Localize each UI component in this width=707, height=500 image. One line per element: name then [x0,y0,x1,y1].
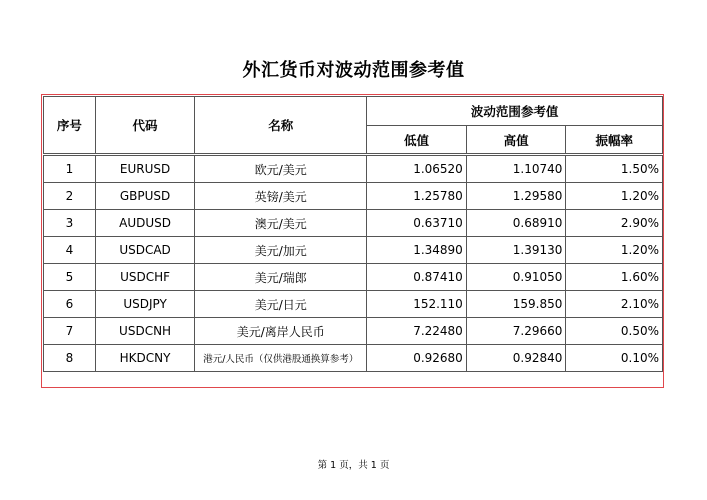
header-amplitude: 振幅率 [566,126,663,154]
cell-index: 7 [44,318,96,345]
cell-code: USDCHF [95,264,195,291]
cell-index: 5 [44,264,96,291]
header-code: 代码 [95,97,195,154]
cell-name: 美元/瑞郎 [195,264,367,291]
cell-low: 7.22480 [367,318,467,345]
page-footer: 第 1 页，共 1 页 [317,460,390,471]
cell-amplitude: 0.10% [566,345,663,372]
cell-code: USDCAD [95,237,195,264]
cell-index: 2 [44,183,96,210]
cell-index: 4 [44,237,96,264]
cell-high: 159.850 [466,291,566,318]
cell-name: 美元/日元 [195,291,367,318]
page-title: 外汇货币对波动范围参考值 [242,60,465,81]
cell-index: 6 [44,291,96,318]
table-row [44,291,663,318]
cell-index: 8 [44,345,96,372]
cell-code: USDCNH [95,318,195,345]
header-index: 序号 [44,97,96,154]
cell-name: 欧元/美元 [195,156,367,183]
table-row [44,318,663,345]
cell-amplitude: 1.60% [566,264,663,291]
cell-name: 美元/加元 [195,237,367,264]
cell-name: 港元/人民币（仅供港股通换算参考） [195,345,367,372]
table-row [44,183,663,210]
cell-code: GBPUSD [95,183,195,210]
cell-index: 1 [44,156,96,183]
table-row [44,210,663,237]
cell-name: 美元/离岸人民币 [195,318,367,345]
cell-code: USDJPY [95,291,195,318]
cell-name: 澳元/美元 [195,210,367,237]
cell-code: EURUSD [95,156,195,183]
cell-high: 0.91050 [466,264,566,291]
cell-amplitude: 1.20% [566,237,663,264]
cell-amplitude: 2.90% [566,210,663,237]
cell-low: 0.92680 [367,345,467,372]
table-row [44,237,663,264]
cell-name: 英镑/美元 [195,183,367,210]
cell-code: HKDCNY [95,345,195,372]
header-low: 低值 [367,126,467,154]
cell-low: 1.34890 [367,237,467,264]
header-range: 波动范围参考值 [367,97,663,126]
table-row [44,345,663,372]
cell-code: AUDUSD [95,210,195,237]
rate-table-frame [41,94,664,388]
cell-high: 1.39130 [466,237,566,264]
table-row [44,264,663,291]
cell-amplitude: 0.50% [566,318,663,345]
cell-low: 0.87410 [367,264,467,291]
cell-amplitude: 1.20% [566,183,663,210]
cell-high: 0.92840 [466,345,566,372]
header-high: 高值 [466,126,566,154]
cell-amplitude: 2.10% [566,291,663,318]
cell-high: 0.68910 [466,210,566,237]
cell-high: 1.29580 [466,183,566,210]
cell-low: 1.06520 [367,156,467,183]
table-row [44,156,663,183]
header-name: 名称 [195,97,367,154]
cell-amplitude: 1.50% [566,156,663,183]
cell-low: 0.63710 [367,210,467,237]
cell-index: 3 [44,210,96,237]
rate-table [43,96,663,372]
cell-high: 1.10740 [466,156,566,183]
cell-high: 7.29660 [466,318,566,345]
cell-low: 1.25780 [367,183,467,210]
cell-low: 152.110 [367,291,467,318]
